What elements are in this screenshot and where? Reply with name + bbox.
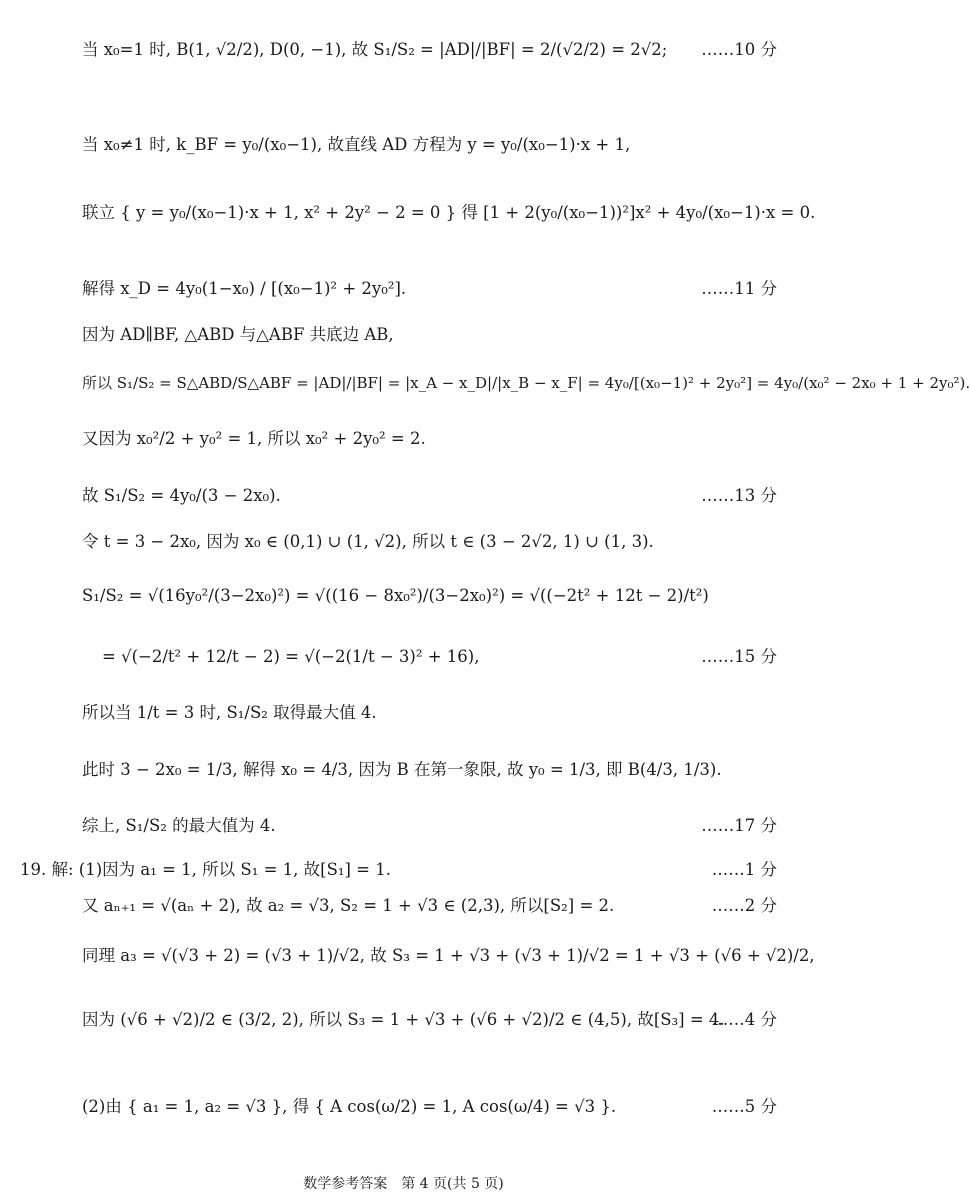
line-text: 因为 AD∥BF, △ABD 与△ABF 共底边 AB,: [82, 325, 394, 344]
line-text: 当 x₀=1 时, B(1, √2/2), D(0, −1), 故 S₁/S₂ = |AD|/|BF| = 2/(√2/2) = 2√2;: [82, 40, 668, 59]
score-mark: ……4 分: [711, 1010, 777, 1029]
score-mark: ……1 分: [711, 860, 777, 879]
line-text: S₁/S₂ = √(16y₀²/(3−2x₀)²) = √((16 − 8x₀²)/(3−2x₀)²) = √((−2t² + 12t − 2)/t²): [82, 586, 709, 605]
line-text: 综上, S₁/S₂ 的最大值为 4.: [82, 816, 276, 835]
line-text: = √(−2/t² + 12/t − 2) = √(−2(1/t − 3)² + 16),: [102, 647, 480, 666]
line-text: (2)由 { a₁ = 1, a₂ = √3 }, 得 { A cos(ω/2) = 1, A cos(ω/4) = √3 }.: [82, 1097, 617, 1116]
line-text: 19. 解: (1)因为 a₁ = 1, 所以 S₁ = 1, 故[S₁] = 1.: [20, 860, 391, 879]
score-mark: ……2 分: [711, 896, 777, 915]
line-text: 所以 S₁/S₂ = S△ABD/S△ABF = |AD|/|BF| = |x_A − x_D|/|x_B − x_F| = 4y₀/[(x₀−1)² + 2y₀²] = 4y₀/(x₀² − 2x₀ + 1 + 2y₀²).: [82, 374, 970, 392]
score-mark: ……15 分: [701, 647, 777, 666]
score-mark: ……11 分: [701, 279, 777, 298]
score-mark: ……17 分: [701, 816, 777, 835]
line-text: 令 t = 3 − 2x₀, 因为 x₀ ∈ (0,1) ∪ (1, √2), 所以 t ∈ (3 − 2√2, 1) ∪ (1, 3).: [82, 532, 654, 551]
line-text: 故 S₁/S₂ = 4y₀/(3 − 2x₀).: [82, 486, 281, 505]
line-text: 所以当 1/t = 3 时, S₁/S₂ 取得最大值 4.: [82, 703, 377, 722]
line-text: 此时 3 − 2x₀ = 1/3, 解得 x₀ = 4/3, 因为 B 在第一象限, 故 y₀ = 1/3, 即 B(4/3, 1/3).: [82, 760, 722, 779]
line-text: 当 x₀≠1 时, k_BF = y₀/(x₀−1), 故直线 AD 方程为 y = y₀/(x₀−1)·x + 1,: [82, 135, 631, 154]
line-text: 又因为 x₀²/2 + y₀² = 1, 所以 x₀² + 2y₀² = 2.: [82, 429, 426, 448]
line-text: 解得 x_D = 4y₀(1−x₀) / [(x₀−1)² + 2y₀²].: [82, 279, 407, 298]
score-mark: ……5 分: [711, 1097, 777, 1116]
line-text: 联立 { y = y₀/(x₀−1)·x + 1, x² + 2y² − 2 = 0 } 得 [1 + 2(y₀/(x₀−1))²]x² + 4y₀/(x₀−1)·x = 0.: [82, 203, 816, 222]
score-mark: ……10 分: [701, 40, 777, 59]
line-text: 同理 a₃ = √(√3 + 2) = (√3 + 1)/√2, 故 S₃ = 1 + √3 + (√3 + 1)/√2 = 1 + √3 + (√6 + √2)/2,: [82, 946, 815, 965]
line-text: 又 aₙ₊₁ = √(aₙ + 2), 故 a₂ = √3, S₂ = 1 + √3 ∈ (2,3), 所以[S₂] = 2.: [82, 896, 615, 915]
page-footer: 数学参考答案 第 4 页(共 5 页): [303, 1176, 504, 1192]
score-mark: ……13 分: [701, 486, 777, 505]
line-text: 因为 (√6 + √2)/2 ∈ (3/2, 2), 所以 S₃ = 1 + √3 + (√6 + √2)/2 ∈ (4,5), 故[S₃] = 4.: [82, 1010, 725, 1029]
